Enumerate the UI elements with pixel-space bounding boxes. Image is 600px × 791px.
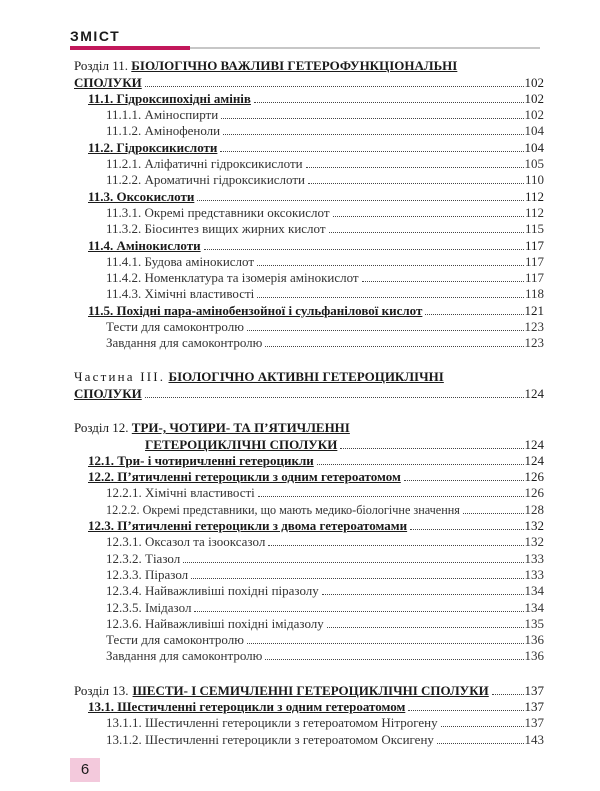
part-3-title-line1 — [74, 369, 544, 385]
dot-leader — [194, 610, 523, 612]
page-number: 143 — [524, 731, 544, 747]
toc-entry[interactable] — [74, 731, 544, 747]
dot-leader — [258, 495, 524, 497]
toc-entry-label: 13.1.2. Шестичленні гетероцикли з гетероатомом Оксигену — [106, 731, 434, 747]
toc-entry[interactable] — [74, 550, 544, 566]
section-13-title-text: ШЕСТИ- І СЕМИЧЛЕННІ ГЕТЕРОЦИКЛІЧНІ СПОЛУКИ — [132, 682, 489, 698]
table-of-contents — [74, 58, 544, 748]
dot-leader — [317, 463, 524, 465]
dot-leader — [492, 693, 524, 695]
page-number: 135 — [524, 615, 544, 631]
toc-entry[interactable] — [74, 583, 544, 599]
toc-entry-label: Завдання для самоконтролю — [106, 335, 263, 351]
toc-entry-label: 12.3.2. Тіазол — [106, 550, 181, 566]
toc-entry-label: 12.2.1. Хімічні властивості — [106, 485, 255, 501]
toc-entry[interactable] — [74, 139, 544, 155]
section-12-title-line1 — [74, 420, 544, 436]
toc-entry[interactable] — [74, 567, 544, 583]
dot-leader — [223, 133, 523, 135]
page-number: 104 — [524, 139, 544, 155]
toc-entry-label: Тести для самоконтролю — [106, 319, 244, 335]
page-number: 115 — [524, 221, 544, 237]
page-number: 136 — [524, 632, 544, 648]
dot-leader — [308, 182, 524, 184]
dot-leader — [183, 561, 523, 563]
page-number: 137 — [524, 715, 544, 731]
page-number: 118 — [524, 286, 544, 302]
toc-entry-label: Тести для самоконтролю — [106, 632, 244, 648]
dot-leader — [268, 544, 523, 546]
part-3-title-line2[interactable] — [74, 386, 544, 402]
dot-leader — [322, 593, 524, 595]
section-13-prefix: Розділ 13. — [74, 682, 129, 698]
toc-entry-label: 12.2.2. Окремі представники, що мають медико-біологічне значення — [106, 502, 460, 517]
dot-leader — [340, 447, 523, 449]
dot-leader — [441, 725, 524, 727]
page-number: 102 — [524, 90, 544, 106]
toc-entry[interactable] — [74, 286, 544, 302]
toc-entry[interactable] — [74, 648, 544, 664]
toc-entry-label: 12.3. П’ятичленні гетероцикли з двома гетероатомами — [88, 518, 408, 534]
toc-entry[interactable] — [74, 632, 544, 648]
toc-entry-label: 11.2.1. Аліфатичні гідроксикислоти — [106, 156, 303, 172]
toc-entry-label: 11.4.1. Будова амінокислот — [106, 253, 255, 269]
page-number: 102 — [524, 74, 544, 90]
toc-entry[interactable] — [74, 485, 544, 501]
section-11-prefix: Розділ 11. — [74, 58, 129, 73]
section-11-title-cont: СПОЛУКИ — [74, 74, 142, 90]
toc-entry[interactable] — [74, 237, 544, 253]
toc-entry[interactable] — [74, 534, 544, 550]
toc-entry-label: 11.5. Похідні пара-амінобензойної і сульфанілової кислот — [88, 302, 423, 318]
page-number: 104 — [524, 123, 544, 139]
page-number: 128 — [524, 501, 544, 517]
section-12-title-line2[interactable] — [74, 436, 544, 452]
dot-leader — [306, 166, 524, 168]
dot-leader — [265, 345, 523, 347]
page-number-badge: 6 — [70, 758, 100, 782]
dot-leader — [220, 150, 523, 152]
page-number: 123 — [524, 335, 544, 351]
dot-leader — [254, 101, 524, 103]
toc-entry[interactable] — [74, 453, 544, 469]
dot-leader — [145, 396, 524, 398]
dot-leader — [197, 199, 524, 201]
part-3-title-cont: СПОЛУКИ — [74, 385, 142, 401]
page-number: 137 — [524, 682, 544, 698]
page-number: 117 — [524, 253, 544, 269]
toc-entry-label: 12.3.4. Найважливіші похідні піразолу — [106, 583, 319, 599]
section-11-title-line1 — [74, 58, 544, 74]
section-13-title[interactable] — [74, 682, 544, 698]
toc-entry-label: 13.1.1. Шестичленні гетероцикли з гетероатомом Нітрогену — [106, 715, 438, 731]
toc-entry[interactable] — [74, 172, 544, 188]
page-number: 112 — [524, 204, 544, 220]
toc-entry[interactable] — [74, 616, 544, 632]
toc-entry-label: 11.4.2. Номенклатура та ізомерія амінокислот — [106, 270, 359, 286]
dot-leader — [408, 709, 523, 711]
toc-entry[interactable] — [74, 107, 544, 123]
dot-leader — [437, 742, 524, 744]
header-accent-bar — [70, 46, 190, 50]
dot-leader — [404, 479, 524, 481]
page-number: 132 — [524, 534, 544, 550]
toc-entry[interactable] — [74, 501, 544, 517]
page-number: 137 — [524, 698, 544, 714]
toc-entry[interactable] — [74, 335, 544, 351]
toc-entry[interactable] — [74, 319, 544, 335]
page-number: 132 — [524, 518, 544, 534]
toc-entry[interactable] — [74, 469, 544, 485]
toc-entry[interactable] — [74, 699, 544, 715]
toc-entry[interactable] — [74, 188, 544, 204]
toc-entry[interactable] — [74, 518, 544, 534]
toc-entry[interactable] — [74, 270, 544, 286]
dot-leader — [247, 329, 524, 331]
dot-leader — [425, 313, 523, 315]
page-number: 102 — [524, 107, 544, 123]
page-number: 117 — [524, 270, 544, 286]
dot-leader — [463, 512, 524, 514]
section-12-title: ТРИ-, ЧОТИРИ- ТА П’ЯТИЧЛЕННІ — [131, 419, 350, 435]
toc-entry-label: 11.1.2. Амінофеноли — [106, 123, 221, 139]
dot-leader — [221, 117, 523, 119]
dot-leader — [191, 577, 523, 579]
toc-entry-label: 12.2. П’ятичленні гетероцикли з одним гетероатомом — [88, 469, 401, 485]
dot-leader — [204, 248, 524, 250]
toc-entry[interactable] — [74, 302, 544, 318]
page-number: 133 — [524, 550, 544, 566]
toc-entry[interactable] — [74, 715, 544, 731]
toc-entry-label: 11.3. Оксокислоти — [88, 188, 195, 204]
toc-entry-label: 12.3.6. Найважливіші похідні імідазолу — [106, 615, 324, 631]
toc-entry-label: 11.1. Гідроксипохідні амінів — [88, 90, 251, 106]
page-number: 123 — [524, 319, 544, 335]
toc-entry-label: 11.4.3. Хімічні властивості — [106, 286, 255, 302]
toc-entry-label: 12.3.1. Оксазол та ізооксазол — [106, 534, 266, 550]
page-number: 112 — [524, 188, 544, 204]
dot-leader — [265, 658, 523, 660]
toc-entry[interactable] — [74, 205, 544, 221]
toc-entry[interactable] — [74, 156, 544, 172]
dot-leader — [257, 264, 524, 266]
toc-entry-label: 12.3.5. Імідазол — [106, 599, 192, 615]
toc-entry-label: 11.4. Амінокислоти — [88, 237, 201, 253]
toc-entry[interactable] — [74, 221, 544, 237]
dot-leader — [247, 642, 524, 644]
dot-leader — [329, 231, 524, 233]
page-number: 124 — [524, 452, 544, 468]
toc-entry[interactable] — [74, 123, 544, 139]
toc-entry[interactable] — [74, 91, 544, 107]
toc-entry[interactable] — [74, 254, 544, 270]
toc-entry-label: 11.2.2. Ароматичні гідроксикислоти — [106, 172, 305, 188]
page-number: 134 — [524, 583, 544, 599]
dot-leader — [410, 528, 523, 530]
toc-entry-label: 11.3.2. Біосинтез вищих жирних кислот — [106, 221, 326, 237]
page-number: 136 — [524, 648, 544, 664]
section-12-prefix: Розділ 12. — [74, 419, 129, 435]
page-number: 126 — [524, 469, 544, 485]
dot-leader — [327, 626, 524, 628]
section-11-title-line2[interactable] — [74, 74, 544, 90]
page-number: 121 — [524, 302, 544, 318]
dot-leader — [333, 215, 524, 217]
toc-entry-label: 12.3.3. Піразол — [106, 566, 189, 582]
page-header-title: ЗМІСТ — [70, 28, 121, 44]
toc-entry-label: 12.1. Три- і чотиричленні гетероцикли — [88, 452, 314, 468]
dot-leader — [362, 280, 524, 282]
toc-entry-label: 11.2. Гідроксикислоти — [88, 139, 218, 155]
page-number: 124 — [524, 436, 544, 452]
dot-leader — [257, 296, 524, 298]
toc-entry-label: 11.3.1. Окремі представники оксокислот — [106, 204, 330, 220]
toc-entry-label: 13.1. Шестичленні гетероцикли з одним гетероатомом — [88, 698, 406, 714]
toc-entry-label: 11.1.1. Аміноспирти — [106, 107, 219, 123]
page-number: 110 — [524, 172, 544, 188]
page-number: 133 — [524, 566, 544, 582]
page-number: 124 — [524, 385, 544, 401]
part-3-prefix: Частина III. — [74, 369, 166, 385]
page-number: 126 — [524, 485, 544, 501]
section-12-title-cont: ГЕТЕРОЦИКЛІЧНІ СПОЛУКИ — [145, 436, 338, 452]
page-number: 105 — [524, 156, 544, 172]
part-3-title: БІОЛОГІЧНО АКТИВНІ ГЕТЕРОЦИКЛІЧНІ — [168, 369, 444, 385]
page-number: 117 — [524, 237, 544, 253]
dot-leader — [145, 85, 524, 87]
page-number: 134 — [524, 599, 544, 615]
section-11-title: БІОЛОГІЧНО ВАЖЛИВІ ГЕТЕРОФУНКЦІОНАЛЬНІ — [131, 58, 458, 73]
toc-entry-label: Завдання для самоконтролю — [106, 648, 263, 664]
toc-entry[interactable] — [74, 599, 544, 615]
